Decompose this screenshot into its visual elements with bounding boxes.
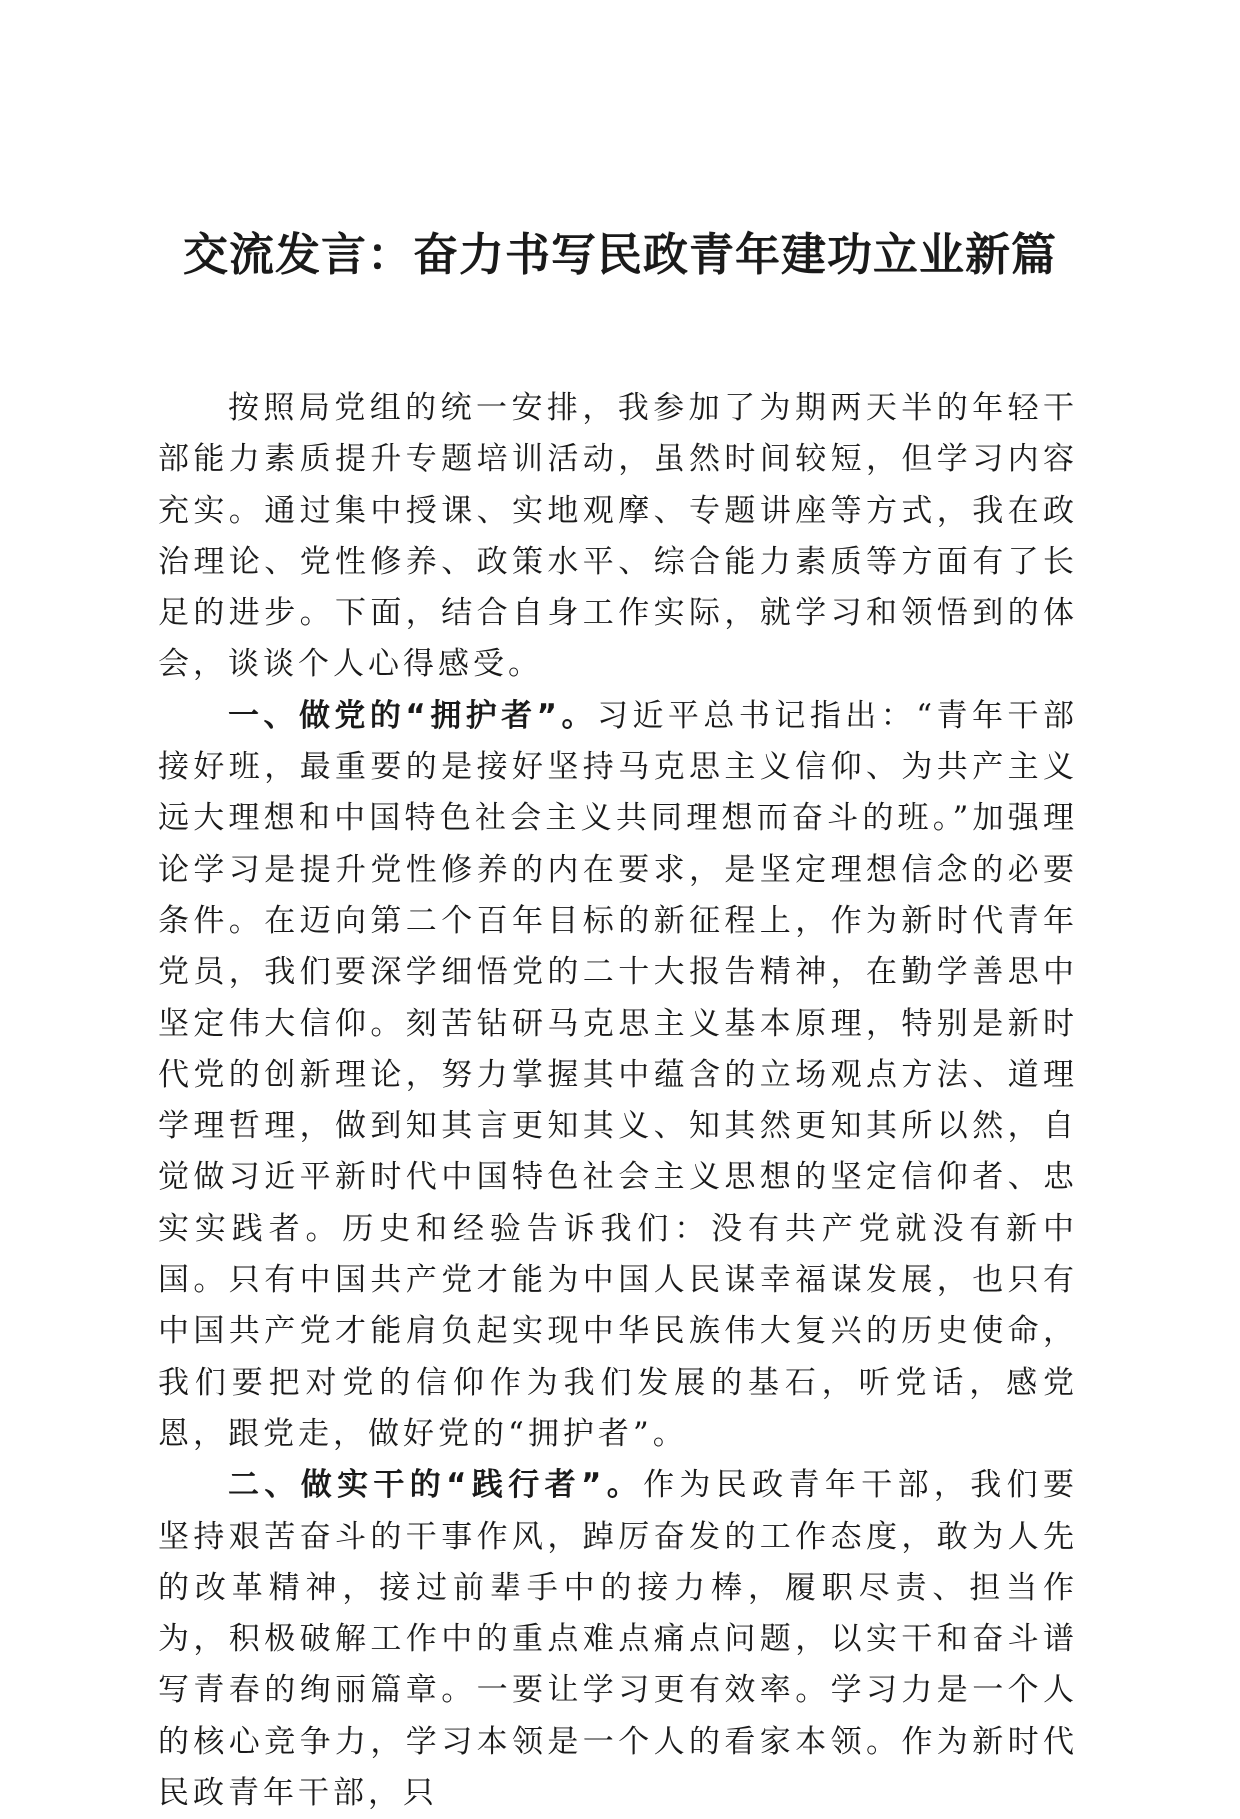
- paragraph-text: 作为民政青年干部，我们要坚持艰苦奋斗的干事作风，踔厉奋发的工作态度，敢为人先的改革精神，接过前辈手中的接力棒，履职尽责、担当作为，积极破解工作中的重点难点痛点问题，以实干和奋斗谱写青春的绚丽篇章。一要让学习更有效率。学习力是一个人的核心竞争力，学习本领是一个人的看家本领。作为新时代民政青年干部，只: [158, 1467, 1079, 1812]
- document-body: [158, 383, 1078, 1819]
- section-heading-1: 一、做党的“拥护者”。: [228, 697, 597, 734]
- paragraph-section-2: [158, 1460, 1078, 1819]
- section-heading-2: 二、做实干的“践行者”。: [228, 1467, 644, 1504]
- paragraph-section-1: [158, 691, 1078, 1460]
- document-title: 交流发言：奋力书写民政青年建功立业新篇: [182, 228, 1057, 281]
- paragraph-intro: [158, 383, 1078, 691]
- paragraph-text: 习近平总书记指出：“青年干部接好班，最重要的是接好坚持马克思主义信仰、为共产主义远大理想和中国特色社会主义共同理想而奋斗的班。”加强理论学习是提升党性修养的内在要求，是坚定理想信念的必要条件。在迈向第二个百年目标的新征程上，作为新时代青年党员，我们要深学细悟党的二十大报告精神，在勤学善思中坚定伟大信仰。刻苦钻研马克思主义基本原理，特别是新时代党的创新理论，努力掌握其中蕴含的立场观点方法、道理学理哲理，做到知其言更知其义、知其然更知其所以然，自觉做习近平新时代中国特色社会主义思想的坚定信仰者、忠实实践者。历史和经验告诉我们：没有共产党就没有新中国。只有中国共产党才能为中国人民谋幸福谋发展，也只有中国共产党才能肩负起实现中华民族伟大复兴的历史使命，我们要把对党的信仰作为我们发展的基石，听党话，感党恩，跟党走，做好党的“拥护者”。: [158, 697, 1078, 1452]
- paragraph-text: 按照局党组的统一安排，我参加了为期两天半的年轻干部能力素质提升专题培训活动，虽然时间较短，但学习内容充实。通过集中授课、实地观摩、专题讲座等方式，我在政治理论、党性修养、政策水平、综合能力素质等方面有了长足的进步。下面，结合自身工作实际，就学习和领悟到的体会，谈谈个人心得感受。: [158, 390, 1078, 683]
